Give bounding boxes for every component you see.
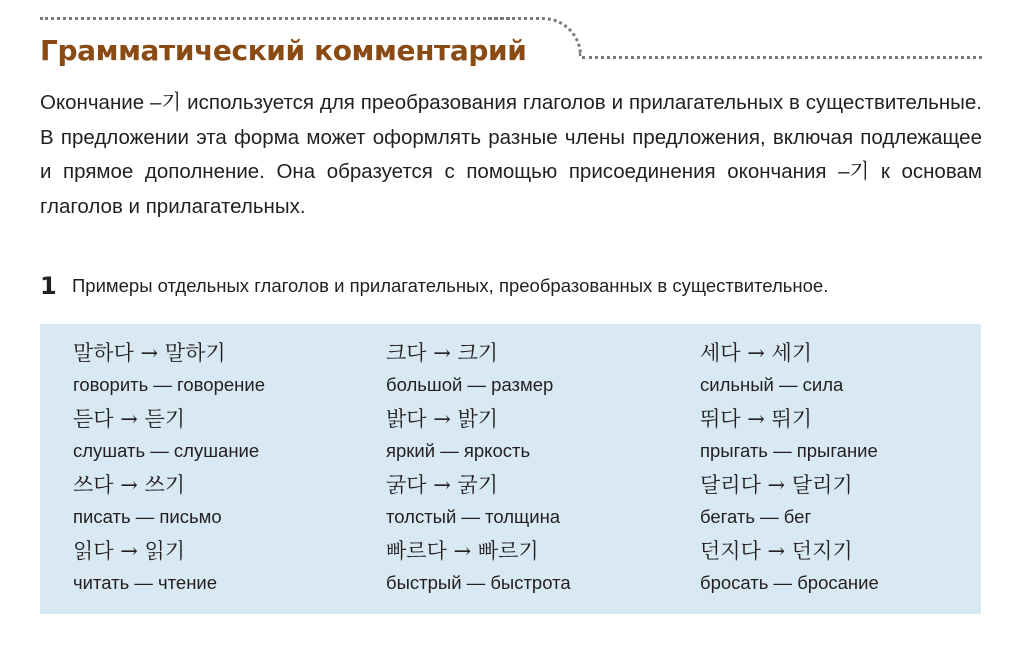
examples-box (40, 324, 981, 614)
examples-column-3 (700, 338, 879, 602)
russian-translation: толстый — толщина (386, 506, 561, 527)
examples-column-1 (73, 338, 265, 602)
example-item (700, 404, 879, 470)
russian-translation: большой — размер (386, 374, 554, 395)
korean-form: 세다 → 세기 (700, 341, 813, 365)
task-heading (40, 270, 982, 302)
task-text: Примеры отдельных глаголов и прилагательных, преобразованных в существительное. (72, 275, 829, 296)
example-item (73, 470, 265, 536)
russian-translation: говорить — говорение (73, 374, 266, 395)
korean-form: 굵다 → 굵기 (386, 473, 499, 497)
example-item (700, 338, 879, 404)
russian-translation: читать — чтение (73, 572, 218, 593)
example-item (700, 470, 879, 536)
russian-translation: прыгать — прыгание (700, 440, 878, 461)
russian-translation: яркий — яркость (386, 440, 531, 461)
korean-form: 빠르다 → 빠르기 (386, 539, 539, 563)
example-item (386, 470, 571, 536)
russian-translation: бегать — бег (700, 506, 812, 527)
task-number: 1 (40, 272, 57, 300)
example-item (73, 338, 265, 404)
example-item (73, 404, 265, 470)
russian-translation: слушать — слушание (73, 440, 260, 461)
dotted-border-right (582, 56, 982, 59)
examples-column-2 (386, 338, 571, 602)
russian-translation: сильный — сила (700, 374, 844, 395)
example-item (73, 536, 265, 602)
example-item (386, 404, 571, 470)
section-title: Грамматический комментарий (40, 31, 536, 71)
korean-form: 읽다 → 읽기 (73, 539, 186, 563)
korean-form: 밝다 → 밝기 (386, 407, 499, 431)
example-item (386, 536, 571, 602)
dotted-border-top (40, 17, 510, 20)
example-item (386, 338, 571, 404)
korean-form: 말하다 → 말하기 (73, 341, 226, 365)
example-item (700, 536, 879, 602)
korean-form: 쓰다 → 쓰기 (73, 473, 186, 497)
korean-form: 던지다 → 던지기 (700, 539, 853, 563)
korean-form: 듣다 → 듣기 (73, 407, 186, 431)
russian-translation: быстрый — быстрота (386, 572, 571, 593)
korean-form: 크다 → 크기 (386, 341, 499, 365)
intro-paragraph: Окончание –기 используется для преобразования глаголов и прилагательных в существительные. В предложении эта форма может оформлять разные члены предложения, включая подлежащее и прямое дополнение. Она образуется с помощью присоединения окончания –기 к основам глаголов и прилагательных. (40, 91, 982, 218)
korean-form: 달리다 → 달리기 (700, 473, 853, 497)
korean-form: 뛰다 → 뛰기 (700, 407, 813, 431)
russian-translation: писать — письмо (73, 506, 222, 527)
russian-translation: бросать — бросание (700, 572, 879, 593)
